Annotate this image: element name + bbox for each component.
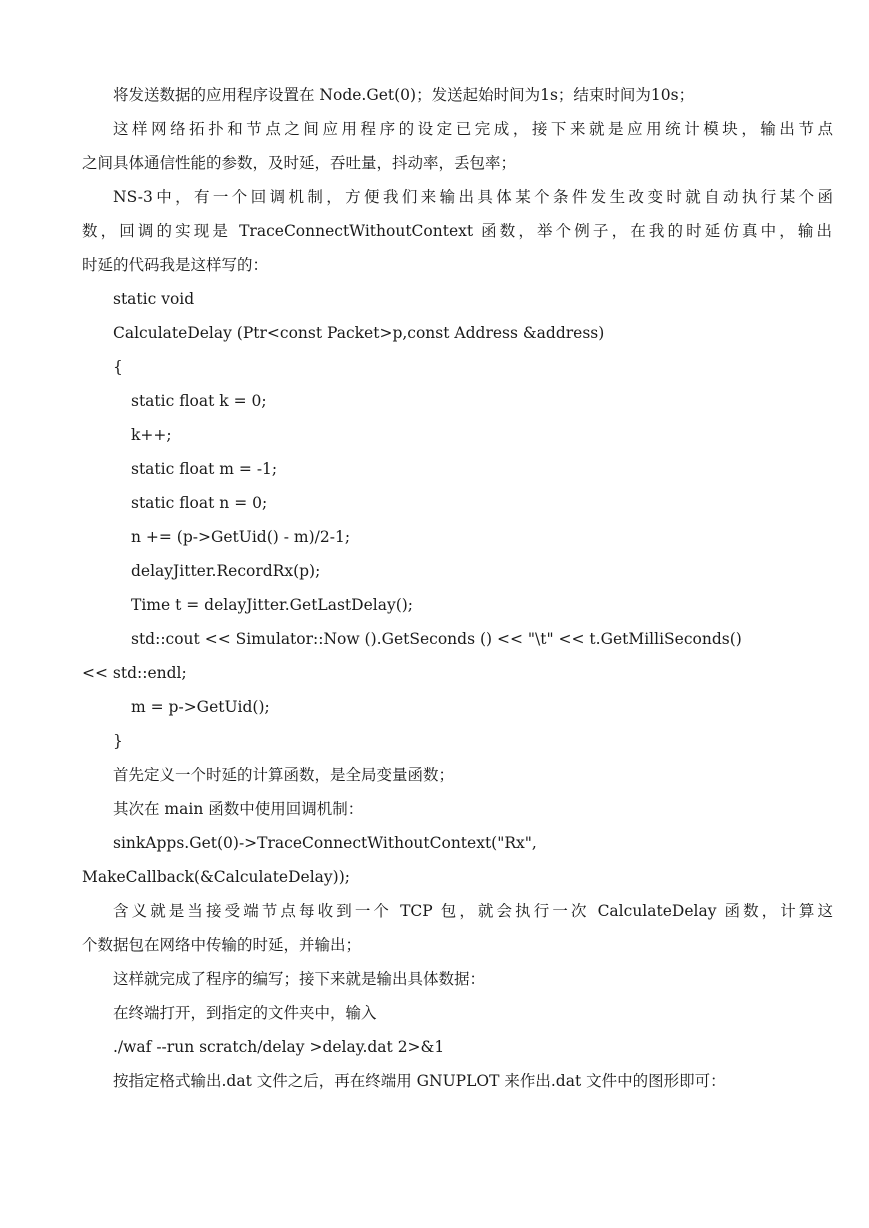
code-line-waf-command: ./waf --run scratch/delay >delay.dat 2>&1: [113, 1038, 445, 1056]
paragraph-meaning-line2: 个数据包在网络中传输的时延，并输出；: [82, 936, 362, 954]
code-line-m-declare: static float m = -1;: [131, 460, 278, 478]
paragraph-gnuplot: 按指定格式输出.dat 文件之后，再在终端用 GNUPLOT 来作出.dat 文件中的图形即可：: [113, 1072, 726, 1090]
code-line-make-callback: MakeCallback(&CalculateDelay));: [82, 868, 350, 886]
code-line-endl: << std::endl;: [82, 664, 187, 682]
code-line-close-brace: }: [113, 732, 123, 750]
code-line-function-signature: CalculateDelay (Ptr<const Packet>p,const Address &address): [113, 324, 605, 342]
code-line-n-update: n += (p->GetUid() - m)/2-1;: [131, 528, 351, 546]
code-line-cout: std::cout << Simulator::Now ().GetSeconds () << "\t" << t.GetMilliSeconds(): [131, 630, 742, 648]
code-line-k-increment: k++;: [131, 426, 172, 444]
code-line-n-declare: static float n = 0;: [131, 494, 268, 512]
code-line-get-last-delay: Time t = delayJitter.GetLastDelay();: [131, 596, 414, 614]
code-line-static-void: static void: [113, 290, 195, 308]
paragraph-define-function: 首先定义一个时延的计算函数，是全局变量函数；: [113, 766, 455, 784]
paragraph-topology-line2: 之间具体通信性能的参数，及时延，吞吐量，抖动率，丢包率；: [82, 154, 517, 172]
code-line-m-assign: m = p->GetUid();: [131, 698, 270, 716]
paragraph-app-setup: 将发送数据的应用程序设置在 Node.Get(0)；发送起始时间为1s；结束时间为10s；: [113, 86, 695, 104]
code-line-k-declare: static float k = 0;: [131, 392, 267, 410]
paragraph-open-terminal: 在终端打开，到指定的文件夹中，输入: [113, 1004, 377, 1022]
paragraph-program-done: 这样就完成了程序的编写；接下来就是输出具体数据：: [113, 970, 486, 988]
code-line-trace-connect: sinkApps.Get(0)->TraceConnectWithoutContext("Rx",: [113, 834, 537, 852]
code-line-record-rx: delayJitter.RecordRx(p);: [131, 562, 321, 580]
paragraph-use-callback: 其次在 main 函数中使用回调机制：: [113, 800, 364, 818]
paragraph-callback-line1: NS-3中，有一个回调机制，方便我们来输出具体某个条件发生改变时就自动执行某个函: [113, 188, 833, 206]
paragraph-callback-line3: 时延的代码我是这样写的：: [82, 256, 269, 274]
paragraph-callback-line2: 数，回调的实现是 TraceConnectWithoutContext 函数，举个例子，在我的时延仿真中，输出: [82, 222, 832, 240]
code-line-open-brace: {: [113, 358, 123, 376]
paragraph-meaning-line1: 含义就是当接受端节点每收到一个 TCP 包，就会执行一次 CalculateDelay 函数，计算这: [113, 902, 833, 920]
paragraph-topology-line1: 这样网络拓扑和节点之间应用程序的设定已完成，接下来就是应用统计模块，输出节点: [113, 120, 833, 138]
